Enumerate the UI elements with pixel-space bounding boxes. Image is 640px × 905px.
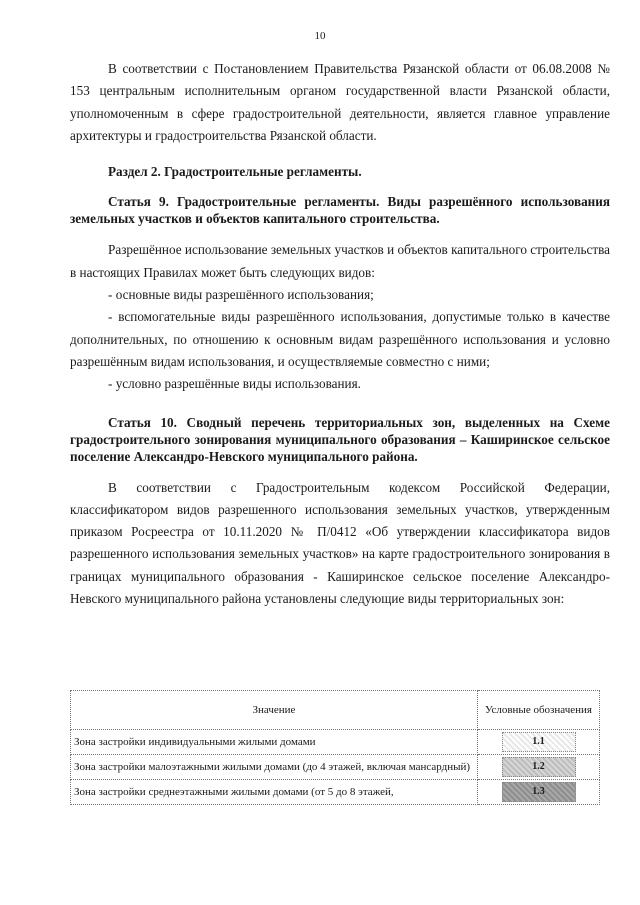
article-10-title: Статья 10. Сводный перечень территориальных зон, выделенных на Схеме градостроительного зонирования муниципального образования – Каширинское сельское поселение Александро-Невского муниципального района. <box>70 414 610 464</box>
zone-legend-swatch: 1.3 <box>502 782 576 802</box>
intro-paragraph: В соответствии с Постановлением Правительства Рязанской области от 06.08.2008 № 153 центральным исполнительным органом государственной власти Рязанской области, уполномоченным в сфере градостроительной деятельности, является главное управление архитектуры и градостроительства Рязанской области. <box>70 61 610 143</box>
column-header-value: Значение <box>71 691 478 730</box>
section-title: Раздел 2. Градостроительные регламенты. <box>108 164 362 180</box>
page-number: 10 <box>314 30 326 42</box>
document-body <box>70 58 610 610</box>
list-item: - основные виды разрешённого использования; <box>108 287 374 303</box>
zone-legend-swatch: 1.2 <box>502 757 576 777</box>
zones-table <box>70 690 600 805</box>
article-10-paragraph: В соответствии с Градостроительным кодексом Российской Федерации, классификатором видов разрешенного использования земельных участков, утвержденным приказом Росреестра от 10.11.2020 № П/0412 «Об утверждении классификатора видов разрешенного использования земельных участков» на карте градостроительного зонирования в границах муниципального образования - Каширинское сельское поселение Александро-Невского муниципального района установлены следующие виды территориальных зон: <box>70 479 610 607</box>
article-9-title: Статья 9. Градостроительные регламенты. Виды разрешённого использования земельных участков и объектов капитального строительства. <box>70 194 610 227</box>
zone-legend-swatch: 1.1 <box>502 732 576 752</box>
table-row <box>71 780 600 805</box>
list-item: - вспомогательные виды разрешённого использования, допустимые только в качестве дополнительных, по отношению к основным видам разрешённого использования и условно разрешённым видам использования, и осуществляемые совместно с ними; <box>70 309 610 369</box>
column-header-legend: Условные обозначения <box>478 691 600 730</box>
table-row <box>71 755 600 780</box>
table-row <box>71 730 600 755</box>
zone-name: Зона застройки среднеэтажными жилыми домами (от 5 до 8 этажей, <box>71 780 478 805</box>
table-header-row <box>71 691 600 730</box>
article-9-intro: Разрешённое использование земельных участков и объектов капитального строительства в настоящих Правилах может быть следующих видов: <box>70 242 610 280</box>
zone-name: Зона застройки индивидуальными жилыми домами <box>71 730 478 755</box>
zone-name: Зона застройки малоэтажными жилыми домами (до 4 этажей, включая мансардный) <box>71 755 478 780</box>
list-item: - условно разрешённые виды использования. <box>108 376 361 392</box>
